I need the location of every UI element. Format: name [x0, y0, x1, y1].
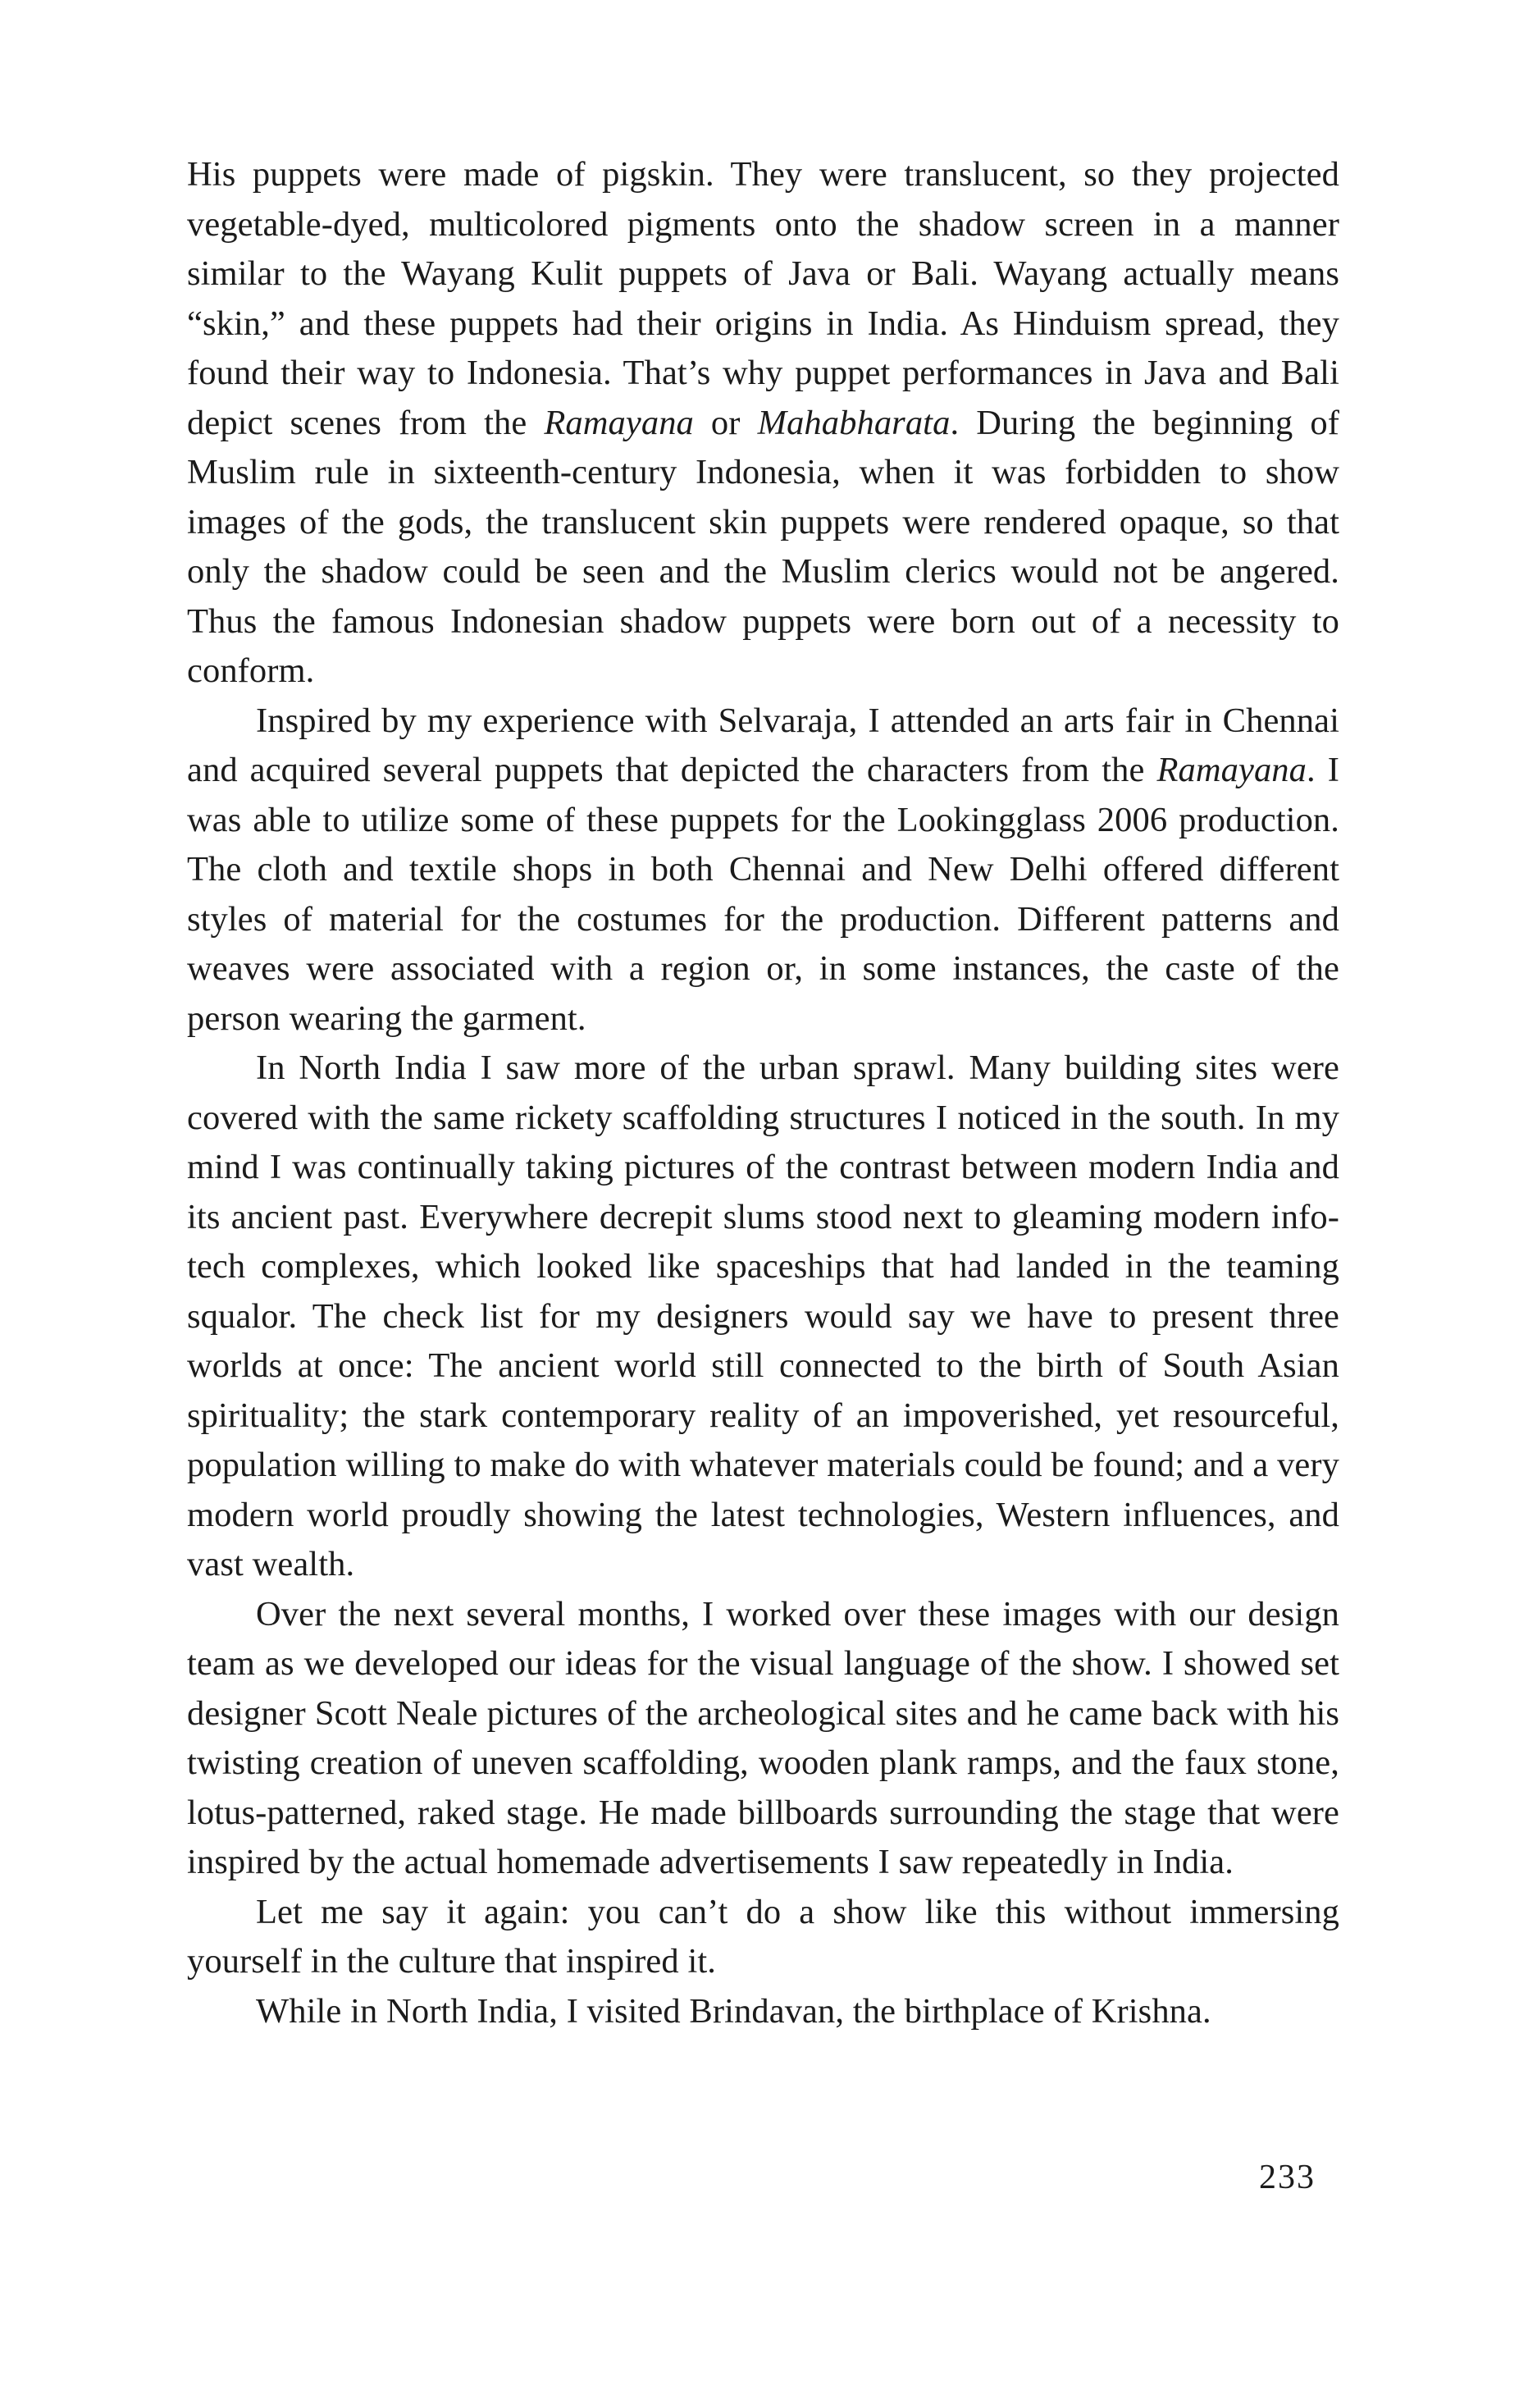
paragraph-text-run: . I was able to utilize some of these puppets for the Lookingglass 2006 production. The cloth and textile shops in both Chennai and New Delhi offered different styles of material for the costumes for the production. Different patterns and weaves were associated with a region or, in some instances, the caste of the person wearing the garment.	[187, 751, 1340, 1038]
paragraph-5	[187, 1888, 1339, 1987]
paragraph-text-run: or	[693, 403, 758, 442]
page-number: 233	[1259, 2159, 1316, 2196]
book-page	[187, 150, 1339, 2036]
paragraph-text-run: In North India I saw more of the urban sprawl. Many building sites were covered with the same rickety scaffolding structures I noticed in the south. In my mind I was continually taking pictures of the contrast between modern India and its ancient past. Everywhere decrepit slums stood next to gleaming modern info-tech complexes, which looked like spaceships that had landed in the teaming squalor. The check list for my designers would say we have to present three worlds at once: The ancient world still connected to the birth of South Asian spirituality; the stark contemporary reality of an impoverished, yet resourceful, population willing to make do with whatever materials could be found; and a very modern world proudly showing the latest technologies, Western influences, and vast wealth.	[187, 1049, 1339, 1583]
paragraph-text-run: His puppets were made of pigskin. They were translucent, so they projected vegetable-dyed, multicolored pigments onto the shadow screen in a manner similar to the Wayang Kulit puppets of Java or Bali. Wayang actually means “skin,” and these puppets had their origins in India. As Hinduism spread, they found their way to Indonesia. That’s why puppet performances in Java and Bali depict scenes from the	[187, 155, 1339, 442]
paragraph-text-run: Let me say it again: you can’t do a show like this without immersing yourself in the culture that inspired it.	[187, 1892, 1339, 1981]
italic-title-text: Mahabharata	[757, 403, 951, 442]
paragraph-text-run: Over the next several months, I worked over these images with our design team as we developed our ideas for the visual language of the show. I showed set designer Scott Neale pictures of the archeological sites and he came back with his twisting creation of uneven scaffolding, wooden plank ramps, and the faux stone, lotus-patterned, raked stage. He made billboards surrounding the stage that were inspired by the actual homemade advertisements I saw repeatedly in India.	[187, 1594, 1339, 1881]
italic-title-text: Ramayana	[1156, 751, 1307, 789]
paragraph-2	[187, 697, 1339, 1044]
paragraph-text-run: While in North India, I visited Brindavan, the birthplace of Krishna.	[256, 1991, 1211, 2031]
italic-title-text: Ramayana	[544, 403, 694, 442]
paragraph-text-run: . During the beginning of Muslim rule in sixteenth-century Indonesia, when it was forbidden to show images of the gods, the translucent skin puppets were rendered opaque, so that only the shadow could be seen and the Muslim clerics would not be angered. Thus the famous Indonesian shadow puppets were born out of a necessity to conform.	[187, 403, 1339, 690]
body-text	[187, 150, 1339, 2036]
paragraph-6	[187, 1987, 1339, 2037]
paragraph-text-run: Inspired by my experience with Selvaraja, I attended an arts fair in Chennai and acquired several puppets that depicted the characters from the	[187, 701, 1339, 789]
paragraph-3	[187, 1044, 1339, 1590]
paragraph-4	[187, 1590, 1339, 1888]
paragraph-1	[187, 150, 1339, 697]
